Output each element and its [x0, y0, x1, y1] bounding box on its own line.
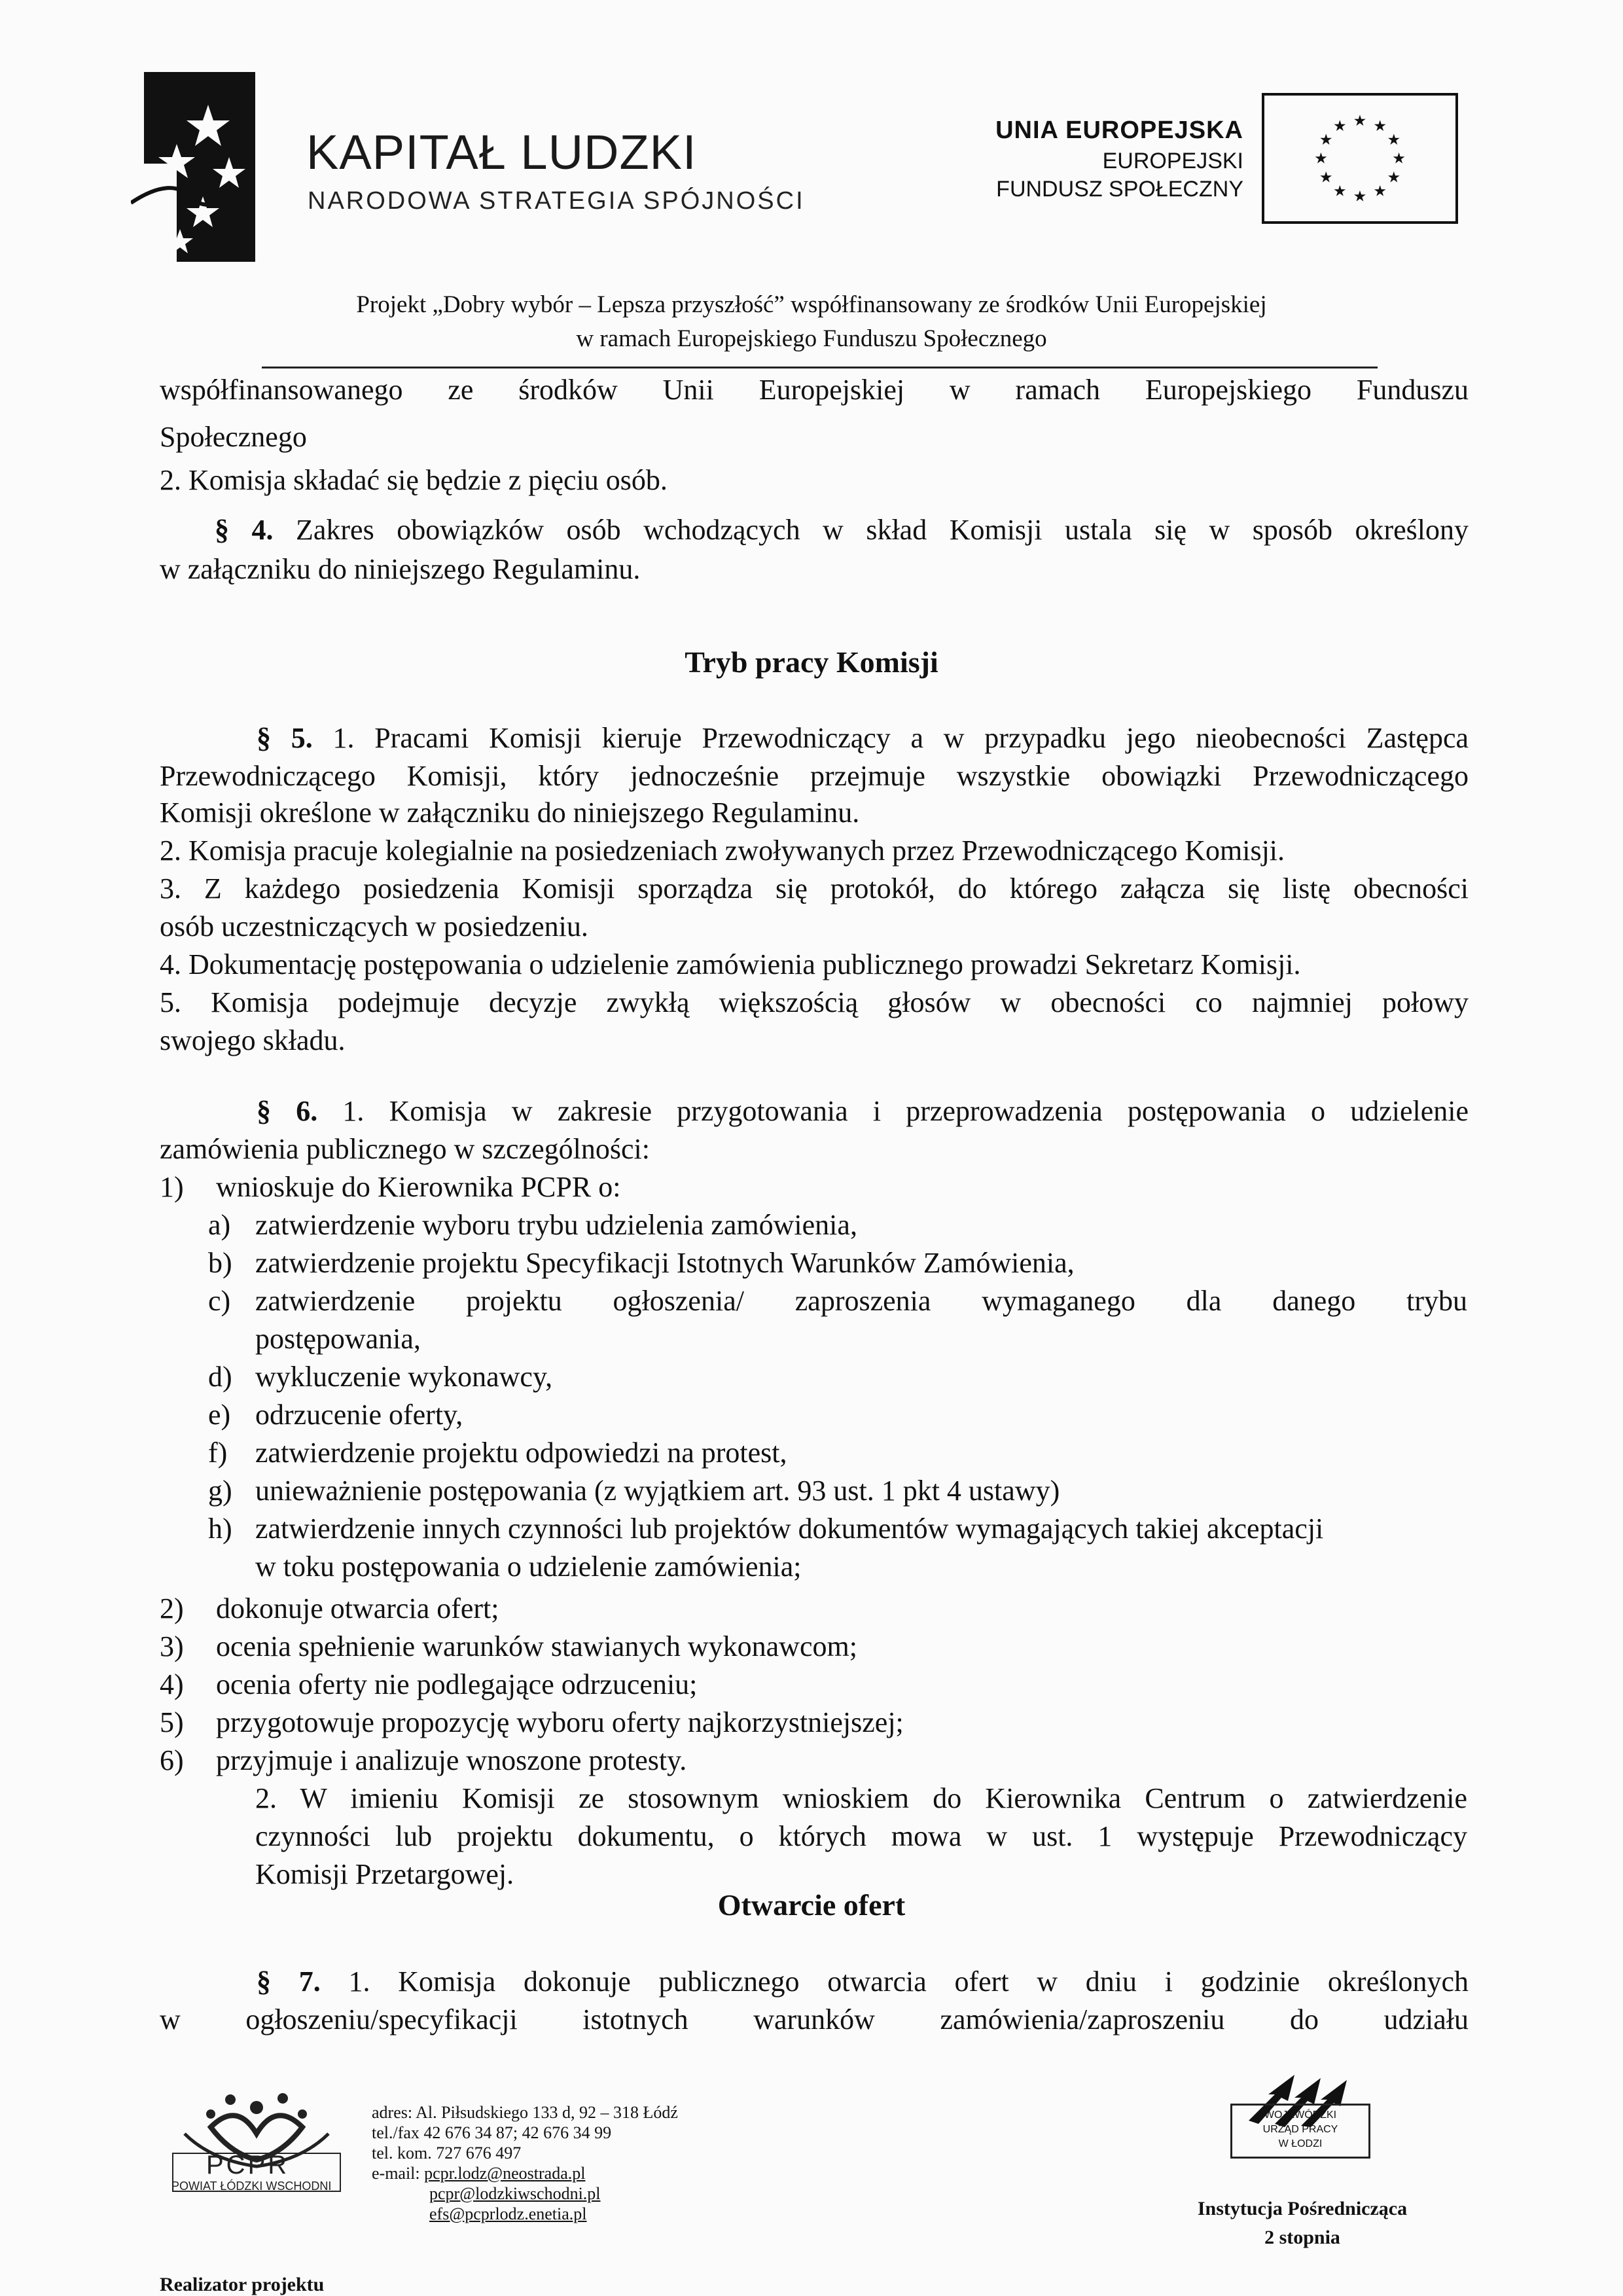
- list-item: odrzucenie oferty,: [255, 1399, 463, 1431]
- paragraph-4-line-1: [160, 512, 1469, 548]
- list-item: przyjmuje i analizuje wnoszone protesty.: [216, 1744, 687, 1776]
- wup-line-3: W ŁODZI: [1278, 2138, 1323, 2149]
- list-letter: c): [208, 1285, 231, 1317]
- svg-text:★: ★: [1314, 150, 1328, 168]
- intermediate-institution: [1165, 2195, 1440, 2252]
- kapital-ludzki-title: KAPITAŁ LUDZKI: [306, 125, 697, 179]
- body-line: swojego składu.: [160, 1024, 346, 1056]
- wup-label-box: [1230, 2104, 1370, 2159]
- svg-text:★: ★: [1387, 169, 1401, 187]
- mobile-line: tel. kom. 727 676 497: [372, 2144, 522, 2162]
- paragraph-6-line-1: [160, 1093, 1469, 1130]
- svg-text:★: ★: [1392, 150, 1406, 168]
- list-letter: f): [208, 1437, 228, 1469]
- body-line: osób uczestniczących w posiedzeniu.: [160, 910, 588, 942]
- body-line: 2. Komisja składać się będzie z pięciu osób.: [160, 464, 668, 496]
- body-line: 2. Komisja pracuje kolegialnie na posiedzeniach zwoływanych przez Przewodniczącego Komisji.: [160, 834, 1285, 867]
- wup-line-1: WOJEWÓDZKI: [1264, 2109, 1337, 2121]
- body-line: współfinansowanego ze środków Unii Europejskiej w ramach Europejskiego Funduszu: [160, 374, 1469, 406]
- svg-text:★: ★: [1353, 113, 1367, 130]
- list-letter: b): [208, 1247, 232, 1279]
- svg-text:★: ★: [1319, 169, 1333, 187]
- list-number: 3): [160, 1630, 184, 1662]
- body-text: 1. Komisja w zakresie przygotowania i przeprowadzenia postępowania o udzielenie: [342, 1095, 1469, 1127]
- list-item: ocenia oferty nie podlegające odrzuceniu;: [216, 1668, 698, 1700]
- eu-fund-line-2: FUNDUSZ SPOŁECZNY: [996, 177, 1243, 202]
- body-text: Zakres obowiązków osób wchodzących w skład Komisji ustala się w sposób określony: [296, 514, 1469, 546]
- section-number: § 5.: [257, 722, 313, 754]
- ip-line-2: 2 stopnia: [1264, 2227, 1340, 2248]
- list-item: zatwierdzenie wyboru trybu udzielenia zamówienia,: [255, 1209, 857, 1241]
- section-number: § 6.: [257, 1095, 318, 1127]
- eu-fund-line-1: EUROPEJSKI: [1102, 149, 1243, 173]
- body-line: 2. W imieniu Komisji ze stosownym wnioskiem do Kierownika Centrum o zatwierdzenie: [255, 1782, 1467, 1814]
- body-line: 5. Komisja podejmuje decyzje zwykłą większością głosów w obecności co najmniej połowy: [160, 986, 1469, 1018]
- section-heading-otwarcie: Otwarcie ofert: [717, 1888, 906, 1922]
- realizator-label: Realizator projektu: [160, 2274, 325, 2295]
- address-block: [372, 2102, 678, 2224]
- body-line: zamówienia publicznego w szczególności:: [160, 1133, 650, 1165]
- project-description: [0, 288, 1623, 356]
- list-item: zatwierdzenie projektu ogłoszenia/ zaproszenia wymaganego dla danego trybu: [255, 1285, 1467, 1317]
- svg-text:★: ★: [1332, 183, 1347, 200]
- body-line: Komisji Przetargowej.: [255, 1858, 514, 1890]
- list-number: 2): [160, 1592, 184, 1624]
- body-line: Przewodniczącego Komisji, który jednocześnie przejmuje wszystkie obowiązki Przewodniczącego: [160, 760, 1469, 792]
- list-number: 1): [160, 1171, 184, 1203]
- kapital-ludzki-subtitle: NARODOWA STRATEGIA SPÓJNOŚCI: [308, 187, 805, 215]
- list-number: 5): [160, 1706, 184, 1738]
- body-line: czynności lub projektu dokumentu, o których mowa w ust. 1 występuje Przewodniczący: [255, 1820, 1467, 1852]
- eu-flag-icon: [1262, 93, 1458, 224]
- list-item-continued: w toku postępowania o udzielenie zamówienia;: [255, 1551, 802, 1583]
- list-number: 6): [160, 1744, 184, 1776]
- list-item: wykluczenie wykonawcy,: [255, 1361, 553, 1393]
- pcpr-name: PCPR: [206, 2151, 290, 2179]
- list-letter: g): [208, 1475, 232, 1507]
- ip-line-1: Instytucja Pośrednicząca: [1197, 2198, 1408, 2219]
- phone-fax-line: tel./fax 42 676 34 87; 42 676 34 99: [372, 2123, 612, 2142]
- body-line: w załączniku do niniejszego Regulaminu.: [160, 553, 641, 585]
- section-number: § 4.: [215, 514, 274, 546]
- svg-text:★: ★: [1353, 188, 1367, 206]
- list-letter: e): [208, 1399, 231, 1431]
- project-line-1: Projekt „Dobry wybór – Lepsza przyszłość” współfinansowany ze środków Unii Europejskiej: [356, 291, 1267, 318]
- email-line: [372, 2163, 678, 2183]
- list-item: przygotowuje propozycję wyboru oferty najkorzystniejszej;: [216, 1706, 904, 1738]
- section-number: § 7.: [257, 1965, 321, 1998]
- body-line: 4. Dokumentację postępowania o udzielenie zamówienia publicznego prowadzi Sekretarz Komisji.: [160, 948, 1301, 980]
- list-letter: d): [208, 1361, 232, 1393]
- svg-text:★: ★: [1319, 131, 1333, 149]
- list-item: wnioskuje do Kierownika PCPR o:: [216, 1171, 621, 1203]
- list-item: zatwierdzenie innych czynności lub projektów dokumentów wymagających takiej akceptacji: [255, 1513, 1324, 1545]
- header-divider: [262, 367, 1378, 368]
- body-line: Społecznego: [160, 421, 307, 453]
- eu-text-block: [982, 117, 1243, 202]
- svg-text:★: ★: [1373, 183, 1387, 200]
- list-number: 4): [160, 1668, 184, 1700]
- body-text: 1. Pracami Komisji kieruje Przewodniczący a w przypadku jego nieobecności Zastępca: [332, 722, 1469, 754]
- list-item: unieważnienie postępowania (z wyjątkiem art. 93 ust. 1 pkt 4 ustawy): [255, 1475, 1060, 1507]
- email-link-3[interactable]: efs@pcprlodz.enetia.pl: [429, 2204, 587, 2223]
- wup-line-2: URZĄD PRACY: [1262, 2124, 1338, 2135]
- list-item-continued: postępowania,: [255, 1323, 421, 1355]
- paragraph-5-line-1: [160, 720, 1469, 757]
- list-letter: h): [208, 1513, 232, 1545]
- body-line: Komisji określone w załączniku do niniejszego Regulaminu.: [160, 797, 860, 829]
- list-item: ocenia spełnienie warunków stawianych wykonawcom;: [216, 1630, 857, 1662]
- body-line: w ogłoszeniu/specyfikacji istotnych warunków zamówienia/zaproszeniu do udziału: [160, 2003, 1469, 2036]
- section-heading-tryb: Tryb pracy Komisji: [685, 645, 938, 679]
- email-link-2[interactable]: pcpr@lodzkiwschodni.pl: [429, 2184, 601, 2203]
- pcpr-subtitle: POWIAT ŁÓDZKI WSCHODNI: [171, 2179, 332, 2193]
- address-line: adres: Al. Piłsudskiego 133 d, 92 – 318 Łódź: [372, 2103, 678, 2122]
- svg-text:★: ★: [1373, 117, 1387, 135]
- paragraph-7-line-1: [160, 1964, 1469, 2000]
- body-text: 1. Komisja dokonuje publicznego otwarcia ofert w dniu i godzinie określonych: [348, 1965, 1469, 1998]
- body-line: 3. Z każdego posiedzenia Komisji sporządza się protokół, do którego załącza się listę obecności: [160, 872, 1469, 905]
- svg-text:★: ★: [1332, 117, 1347, 135]
- eu-title: UNIA EUROPEJSKA: [995, 117, 1243, 144]
- project-line-2: w ramach Europejskiego Funduszu Społecznego: [576, 325, 1047, 352]
- list-item: zatwierdzenie projektu odpowiedzi na protest,: [255, 1437, 787, 1469]
- list-item: zatwierdzenie projektu Specyfikacji Istotnych Warunków Zamówienia,: [255, 1247, 1075, 1279]
- list-letter: a): [208, 1209, 231, 1241]
- list-item: dokonuje otwarcia ofert;: [216, 1592, 499, 1624]
- kapital-ludzki-logo: [131, 65, 255, 262]
- email-label: e-mail:: [372, 2164, 425, 2183]
- email-link-1[interactable]: pcpr.lodz@neostrada.pl: [424, 2164, 586, 2183]
- svg-text:★: ★: [1387, 131, 1401, 149]
